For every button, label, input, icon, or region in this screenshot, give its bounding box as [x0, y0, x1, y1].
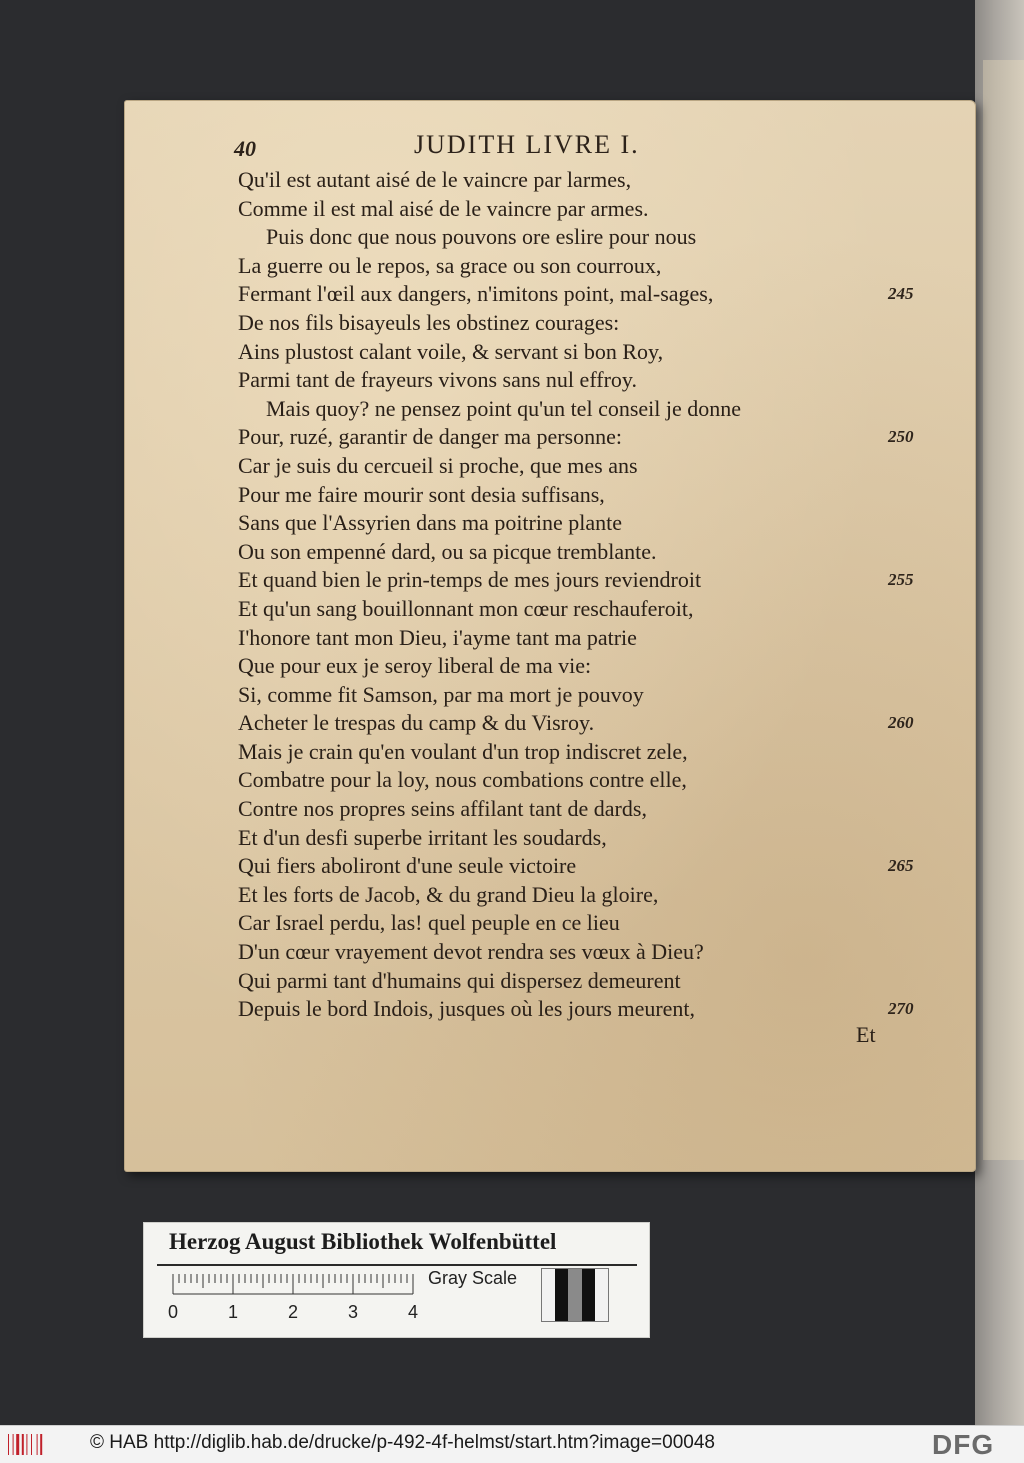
verse-line: [238, 252, 958, 281]
verse-line: [238, 795, 958, 824]
verse-line: [238, 423, 958, 452]
verse-line: [238, 395, 958, 424]
verse-line-text: Sans que l'Assyrien dans ma poitrine plante: [238, 510, 623, 536]
verse-line: [238, 452, 958, 481]
card-divider: [157, 1264, 637, 1266]
verse-line-text: Depuis le bord Indois, jusques où les jours meurent,: [238, 996, 696, 1022]
verse-line-text: Qui parmi tant d'humains qui dispersez demeurent: [238, 967, 681, 993]
verse-line-text: La guerre ou le repos, sa grace ou son courroux,: [238, 252, 662, 278]
running-head: [234, 130, 834, 162]
ruler-number: 3: [347, 1302, 359, 1322]
logo-bar: [22, 1434, 24, 1455]
logo-bar: [16, 1434, 19, 1455]
verse-line: [238, 195, 958, 224]
verse-line-text: Que pour eux je seroy liberal de ma vie:: [238, 653, 592, 679]
verse-line: [238, 595, 958, 624]
footer-bar: [0, 1425, 1024, 1463]
verse-line: [238, 338, 958, 367]
verse-line: [238, 995, 958, 1024]
verse-line: [238, 967, 958, 996]
gray-scale-label: Gray Scale: [428, 1268, 518, 1288]
running-head-title: JUDITH LIVRE I.: [414, 130, 640, 159]
logo-bar: [13, 1434, 14, 1455]
verse-line-text: Contre nos propres seins affilant tant de dards,: [238, 796, 647, 822]
dfg-logo: DFG: [932, 1429, 995, 1460]
line-number: 250: [888, 427, 914, 447]
verse-line-text: Mais quoy? ne pensez point qu'un tel conseil je donne: [266, 395, 742, 421]
gray-patch: [568, 1269, 581, 1321]
verse-line: [238, 166, 958, 195]
library-name: Herzog August Bibliothek Wolfenbüttel: [169, 1229, 557, 1254]
line-number: 265: [888, 856, 914, 876]
verse-line: [238, 481, 958, 510]
verse-line-text: Puis donc que nous pouvons ore eslire pour nous: [266, 224, 697, 250]
verse-line-text: Parmi tant de frayeurs vivons sans nul effroy.: [238, 367, 637, 393]
verse-line-text: Pour, ruzé, garantir de danger ma personne:: [238, 424, 622, 450]
color-scale-card: [143, 1222, 650, 1338]
gray-patch: [595, 1269, 608, 1321]
verse-line: [238, 881, 958, 910]
verse-line-text: Comme il est mal aisé de le vaincre par armes.: [238, 195, 649, 221]
hab-barcode-logo-icon: [8, 1432, 48, 1457]
line-number: 260: [888, 713, 914, 733]
verse-line-text: Acheter le trespas du camp & du Visroy.: [238, 710, 595, 736]
verse-line-text: Combatre pour la loy, nous combations contre elle,: [238, 767, 687, 793]
verse-line: [238, 681, 958, 710]
verse-line-text: Pour me faire mourir sont desia suffisans,: [238, 481, 605, 507]
verse-block: [238, 166, 958, 1024]
verse-line: [238, 766, 958, 795]
ruler-number: 4: [407, 1302, 419, 1322]
verse-line: [238, 624, 958, 653]
gray-patch: [542, 1269, 555, 1321]
verse-line: [238, 280, 958, 309]
verse-line-text: I'honore tant mon Dieu, i'ayme tant ma patrie: [238, 624, 637, 650]
verse-line-text: Si, comme fit Samson, par ma mort je pouvoy: [238, 681, 644, 707]
logo-bar: [37, 1434, 38, 1455]
verse-line-text: Ou son empenné dard, ou sa picque tremblante.: [238, 538, 657, 564]
verse-line: [238, 738, 958, 767]
line-number: 245: [888, 284, 914, 304]
verse-line-text: D'un cœur vrayement devot rendra ses vœux à Dieu?: [238, 939, 704, 965]
ruler-number: 1: [227, 1302, 239, 1322]
gray-scale-swatch: [541, 1268, 609, 1322]
verse-line: [238, 938, 958, 967]
page-folio: 40: [234, 136, 256, 161]
verse-line-text: Qu'il est autant aisé de le vaincre par larmes,: [238, 167, 632, 192]
logo-bar: [40, 1434, 42, 1455]
catchword: Et: [856, 1022, 876, 1047]
verse-line: [238, 538, 958, 567]
verse-line: [238, 709, 958, 738]
logo-bar: [26, 1434, 27, 1455]
verse-line: [238, 652, 958, 681]
gray-patch: [555, 1269, 568, 1321]
gray-patch: [582, 1269, 595, 1321]
verse-line-text: Mais je crain qu'en voulant d'un trop indiscret zele,: [238, 738, 688, 764]
facing-page-edge: [975, 0, 1024, 1425]
verse-line-text: Fermant l'œil aux dangers, n'imitons point, mal-sages,: [238, 281, 714, 307]
verse-line-text: Ains plustost calant voile, & servant si bon Roy,: [238, 338, 664, 364]
ruler-scale: [167, 1274, 419, 1324]
verse-line-text: De nos fils bisayeuls les obstinez courages:: [238, 309, 620, 335]
verse-line-text: Et d'un desfi superbe irritant les soudards,: [238, 824, 607, 850]
logo-bar: [31, 1434, 32, 1455]
verse-line: [238, 852, 958, 881]
verse-line-text: Car Israel perdu, las! quel peuple en ce lieu: [238, 910, 620, 936]
ruler-number: 0: [167, 1302, 179, 1322]
verse-line: [238, 366, 958, 395]
page-content: [124, 100, 976, 1172]
verse-line: [238, 909, 958, 938]
line-number: 270: [888, 999, 914, 1019]
logo-bar: [8, 1434, 9, 1455]
verse-line-text: Qui fiers aboliront d'une seule victoire: [238, 853, 577, 879]
verse-line: [238, 824, 958, 853]
verse-line-text: Et les forts de Jacob, & du grand Dieu la gloire,: [238, 881, 659, 907]
verse-line: [238, 309, 958, 338]
verse-line-text: Car je suis du cercueil si proche, que mes ans: [238, 452, 638, 478]
line-number: 255: [888, 570, 914, 590]
verse-line: [238, 566, 958, 595]
verse-line-text: Et qu'un sang bouillonnant mon cœur reschauferoit,: [238, 595, 694, 621]
verse-line-text: Et quand bien le prin-temps de mes jours reviendroit: [238, 567, 702, 593]
copyright-url[interactable]: © HAB http://diglib.hab.de/drucke/p-492-4f-helmst/start.htm?image=00048: [90, 1432, 715, 1453]
ruler-number: 2: [287, 1302, 299, 1322]
verse-line: [238, 509, 958, 538]
verse-line: [238, 223, 958, 252]
scanned-page: [124, 100, 976, 1172]
